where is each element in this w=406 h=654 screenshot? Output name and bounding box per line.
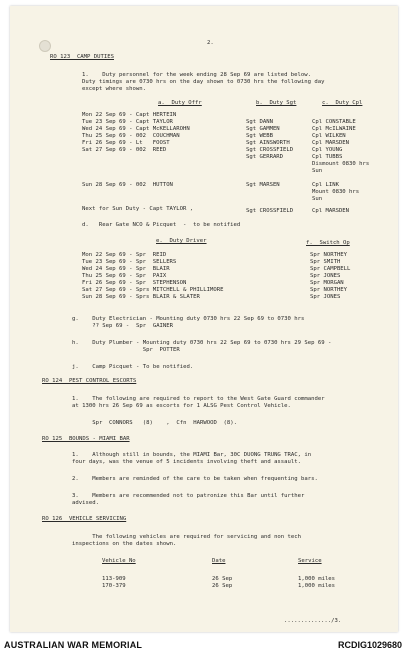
switch-op-row: Spr NORTHEY (310, 252, 348, 258)
duty-cpl-row: Dismount 0830 hrs (312, 161, 370, 167)
switch-op-row: Spr NORTHEY (310, 287, 348, 293)
paragraph-line: 3. Members are recommended not to patronize this Bar until further (72, 493, 305, 499)
duty-offr-row: Sat 27 Sep 69 - 002 REED (82, 147, 167, 153)
duty-cpl-row: Cpl McILWAINE (312, 126, 356, 132)
paragraph-line: four days, was the venue of 5 incidents involving theft and assault. (72, 459, 302, 465)
switch-op-row: Spr JONES (310, 273, 341, 279)
column-heading-duty-driver: e. Duty Driver (156, 238, 207, 244)
paragraph-line: at 1300 hrs 26 Sep 69 as escorts for 1 ALSG Pest Control Vehicle. (72, 403, 291, 409)
duty-driver-row: Mon 22 Sep 69 - Spr REID (82, 252, 167, 258)
next-sun-sgt: Sgt CROSSFIELD (246, 208, 294, 214)
switch-op-row: Spr SMITH (310, 259, 341, 265)
table-cell-service: 1,000 miles (298, 576, 336, 582)
switch-op-row: Spr MORGAN (310, 280, 344, 286)
section-heading-126: RO 126 VEHICLE SERVICING (42, 516, 127, 522)
next-sun-cpl: Cpl MARSDEN (312, 208, 350, 214)
duty-electrician-line: ?? Sep 69 - Spr GAINER (72, 323, 174, 329)
table-header-vehicle: Vehicle No (102, 558, 136, 564)
duty-sgt-row: Sgt DANN (246, 119, 273, 125)
duty-driver-row: Fri 26 Sep 69 - Spr STEPHENSON (82, 280, 187, 286)
duty-cpl-row: Cpl YOUNG (312, 147, 343, 153)
table-cell-vehicle: 113-909 (102, 576, 126, 582)
section-heading-125: RO 125 BOUNDS - MIAMI BAR (42, 436, 130, 442)
duty-cpl-row: Cpl LINK (312, 182, 339, 188)
column-heading-switch-op: f. Switch Op (306, 240, 350, 246)
page-number: 2. (207, 40, 214, 46)
duty-plumber-line: h. Duty Plumber - Mounting duty 0730 hrs 22 Sep 69 to 0730 hrs 29 Sep 69 - (72, 340, 332, 346)
table-cell-vehicle: 170-379 (102, 583, 126, 589)
duty-cpl-row: Cpl MARSDEN (312, 140, 350, 146)
table-cell-date: 26 Sep (212, 576, 233, 582)
paragraph-line: 1. The following are required to report to the West Gate Guard commander (72, 396, 325, 402)
duty-offr-row: Thu 25 Sep 69 - 002 COUCHMAN (82, 133, 180, 139)
duty-sgt-row: Sgt GERRARD (246, 154, 284, 160)
document-page (10, 6, 398, 632)
duty-offr-row: Fri 26 Sep 69 - Lt FOOST (82, 140, 170, 146)
paragraph-line: Duty timings are 0730 hrs on the day shown to 0730 hrs the following day (82, 79, 325, 85)
duty-sgt-row: Sgt WEBB (246, 133, 273, 139)
duty-cpl-row: Cpl CONSTABLE (312, 119, 356, 125)
duty-driver-row: Thu 25 Sep 69 - Spr PAIX (82, 273, 167, 279)
duty-plumber-line: Spr POTTER (72, 347, 180, 353)
paragraph-line: inspections on the dates shown. (72, 541, 177, 547)
duty-cpl-row: Cpl WILKEN (312, 133, 346, 139)
archive-footer (0, 636, 406, 654)
duty-sgt-row: Sgt MARSEN (246, 182, 280, 188)
duty-sgt-row: Sgt AINSWORTH (246, 140, 290, 146)
rear-gate-line: d. Rear Gate NCO & Picquet - to be notified (82, 222, 241, 228)
switch-op-row: Spr JONES (310, 294, 341, 300)
paragraph-line: Spr CONNORS (8) , Cfn HARWOOD (8). (72, 420, 238, 426)
duty-sgt-row: Sgt GAMMEN (246, 126, 280, 132)
footer-record-id: RCDIG1029680 (337, 640, 402, 650)
paragraph-line: advised. (72, 500, 99, 506)
next-sun-offr: Next for Sun Duty - Capt TAYLOR , (82, 206, 194, 212)
paragraph-line: 1. Duty personnel for the week ending 28 Sep 69 are listed below. (82, 72, 312, 78)
table-cell-service: 1,000 miles (298, 583, 336, 589)
continued-marker: ............../3. (284, 618, 342, 624)
duty-cpl-row: Cpl TUBBS (312, 154, 343, 160)
duty-driver-row: Tue 23 Sep 69 - Spr SELLERS (82, 259, 177, 265)
column-heading-duty-cpl: c. Duty Cpl (322, 100, 363, 106)
duty-cpl-row: Sun (312, 168, 323, 174)
table-header-date: Date (212, 558, 226, 564)
duty-driver-row: Sun 28 Sep 69 - Sprs BLAIR & SLATER (82, 294, 200, 300)
paragraph-line: 2. Members are reminded of the care to be taken when frequenting bars. (72, 476, 318, 482)
duty-cpl-row: Sun (312, 196, 323, 202)
footer-institution: AUSTRALIAN WAR MEMORIAL (4, 640, 143, 650)
duty-electrician-line: g. Duty Electrician - Mounting duty 0730 hrs 22 Sep 69 to 0730 hrs (72, 316, 305, 322)
duty-offr-row: Wed 24 Sep 69 - Capt McKELLAROHN (82, 126, 190, 132)
duty-offr-row: Tue 23 Sep 69 - Capt TAYLOR (82, 119, 173, 125)
duty-cpl-row: Mount 0830 hrs (312, 189, 360, 195)
punch-hole (39, 40, 51, 52)
duty-sgt-row: Sgt CROSSFIELD (246, 147, 294, 153)
table-cell-date: 26 Sep (212, 583, 233, 589)
column-heading-duty-offr: a. Duty Offr (158, 100, 202, 106)
section-heading-124: RO 124 PEST CONTROL ESCORTS (42, 378, 137, 384)
paragraph-line: The following vehicles are required for servicing and non tech (72, 534, 302, 540)
section-heading-123: RO 123 CAMP DUTIES (50, 54, 114, 60)
switch-op-row: Spr CAMPBELL (310, 266, 351, 272)
duty-offr-row: Sun 28 Sep 69 - 002 HUTTON (82, 182, 173, 188)
duty-driver-row: Sat 27 Sep 69 - Sprs MITCHELL & PHILLIMORE (82, 287, 224, 293)
paragraph-line: 1. Although still in bounds, the MIAMI Bar, 30C DUONG TRUNG TRAC, in (72, 452, 312, 458)
camp-picquet-line: j. Camp Picquet - To be notified. (72, 364, 194, 370)
column-heading-duty-sgt: b. Duty Sgt (256, 100, 297, 106)
duty-offr-row: Mon 22 Sep 69 - Capt HERTEIN (82, 112, 177, 118)
table-header-service: Service (298, 558, 322, 564)
duty-driver-row: Wed 24 Sep 69 - Spr BLAIR (82, 266, 170, 272)
paragraph-line: except where shown. (82, 86, 146, 92)
